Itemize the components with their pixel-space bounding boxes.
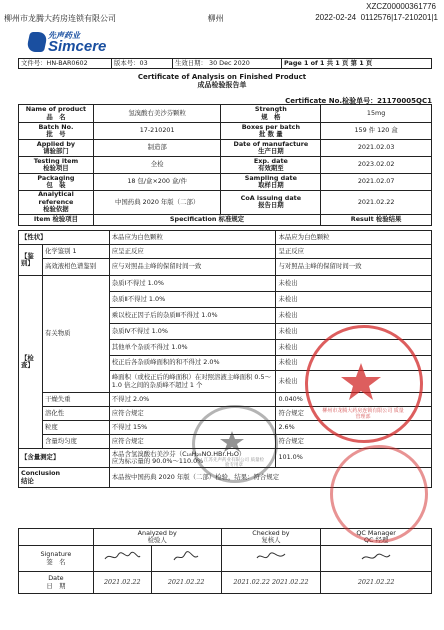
analyzed-en: Analyzed by [137,528,177,537]
product-label-en: Name of product [25,105,87,113]
effective-label: 生效日期： [175,58,207,67]
conclusion-value: 本品按中国药典 2020 年版（二部）检验，结果：符合规定 [109,468,431,488]
testing-label [19,157,94,174]
qc-en: QC Manager [356,528,396,537]
sol-spec: 应符合规定 [109,407,276,421]
reference-label-en: Analytical reference [38,190,74,206]
coa-date-value: 2021.02.22 [321,191,432,215]
mfg-value: 2021.02.03 [321,140,432,157]
analyzed-cn: 检验人 [147,536,167,544]
manufacturer-seal-text: 江苏先声药业有限公司 质量检验专用章 [204,458,264,468]
manufacturer-seal [192,405,278,483]
checked-en: Checked by [252,528,290,537]
coa-date-label [221,191,321,215]
uni-spec: 应符合规定 [109,435,276,449]
rel3-result: 未检出 [276,308,432,324]
conclusion-label-cn: 结论 [21,476,34,485]
rel3-spec: 乘以校正因子后的杂质Ⅲ不得过 1.0% [109,308,276,324]
checker-date-a: 2021.02.22 [233,577,270,586]
checked-cn: 复核人 [261,536,281,544]
coa-date-label-en: CoA issuing date [240,193,302,202]
strength-label-cn: 规 格 [261,112,281,121]
batch-label-en: Batch No. [38,122,74,131]
related-substances-label: 有关物质 [42,276,109,393]
applied-label-cn: 请验部门 [43,147,69,155]
assay-spec-line1: 本品含氢溴酸右美沙芬（C₁₈H₂₅NO.HBr.H₂O） [111,449,246,458]
page-info: Page 1 of 1 共 1 页 第 1 页 [282,59,432,69]
testing-value: 全检 [93,157,221,174]
qc-signature [321,546,432,572]
boxes-label [221,123,321,140]
analyst-date-2: 2021.02.22 [151,572,221,594]
testing-label-en: Testing item [33,156,79,165]
assay-label: 【含量测定】 [19,449,110,468]
logo-mark-icon [26,32,48,52]
boxes-value: 159 件 120 盒 [321,123,432,140]
sampling-label-en: Sampling date [244,173,297,182]
ident2-result: 与对照品主峰的保留时间一致 [276,259,432,276]
batch-label-cn: 批 号 [46,130,66,138]
signature-scribble-2 [171,550,201,564]
company-logo [18,30,128,58]
header-ref: 0112576|17-210201|1 [360,13,438,22]
reference-value: 中国药典 2020 年版（二部） [93,191,221,215]
size-result: 2.6% [276,421,432,435]
reference-label [19,191,94,215]
rel1-result: 未检出 [276,276,432,292]
char-spec: 本品应为白色颗粒 [109,231,276,245]
logo-en: Simcere [48,38,107,55]
packaging-value: 18 包/盒×200 盒/件 [93,174,221,191]
sampling-label-cn: 取样日期 [258,181,284,189]
boxes-label-cn: 批 数 量 [259,130,283,138]
sol-result: 符合规定 [276,407,432,421]
rel4-spec: 杂质Ⅳ不得过 1.0% [109,324,276,340]
reference-label-cn: 检验依据 [43,205,69,213]
product-label [19,105,94,123]
rel4-result: 未检出 [276,324,432,340]
signature-scribble-4 [359,550,393,564]
packaging-label-en: Packaging [37,173,75,182]
assay-spec-line2: 应为标示量的 90.0%～110.0% [111,457,204,465]
batch-label [19,123,94,140]
dry-label: 干燥失重 [42,393,109,407]
sig-corner [19,529,94,546]
seal-star-icon [305,325,417,437]
strength-value: 15mg [321,105,432,123]
distributor-header [4,13,438,24]
dry-spec: 不得过 2.0% [109,393,276,407]
coa-date-label-cn: 报告日期 [258,201,284,210]
strength-label-en: Strength [254,105,287,113]
item-header: Item 检验项目 [19,214,94,225]
strength-label [221,105,321,123]
ident2-spec: 应与对照品主峰的保留时间一致 [109,259,276,276]
certificate-no: Certificate No.检验单号：21170005QC1 [285,97,432,105]
mfg-label [221,140,321,157]
assay-result: 101.0% [276,449,432,468]
size-spec: 不得过 15% [109,421,276,435]
signature-label-en: Signature [40,550,72,558]
testing-label-cn: 检验项目 [43,164,69,172]
header-date: 2022-02-24 [315,13,357,22]
analyst-signature-2 [151,546,221,572]
coa-table [18,104,432,226]
checked-by-header [221,529,321,546]
char-result: 本品应为白色颗粒 [276,231,432,245]
file-info-bar [18,58,432,69]
spec-header: Specification 标准规定 [93,214,320,225]
analyst-date-1: 2021.02.22 [93,572,151,594]
version: 版本号：03 [112,59,173,69]
date-label-cn: 日 期 [46,581,66,590]
sampling-value: 2021.02.07 [321,174,432,191]
analyst-signature-1 [93,546,151,572]
logo-cn: 先声药业 [48,31,80,40]
result-header: Result 检验结果 [321,214,432,225]
rel5-result: 未检出 [276,340,432,356]
rel7-spec: 峰面积（或校正后的峰面积）在对照溶液主峰面积 0.5～1.0 倍之间的杂质峰不超过 1 个 [109,371,276,393]
sol-label: 溶化性 [42,407,109,421]
exp-label-en: Exp. date [253,156,288,165]
uni-label: 含量均匀度 [42,435,109,449]
conclusion-label [19,468,110,488]
signature-label-cn: 签 名 [46,557,66,566]
exp-label [221,157,321,174]
exp-value: 2023.02.02 [321,157,432,174]
rel7-result: 未检出 [276,371,432,393]
distributor-seal [305,325,423,443]
effective-value: 30 Dec 2020 [209,58,250,67]
company-name: 柳州市龙腾大药房连锁有限公司 [4,14,116,23]
rel6-spec: 校正后各杂质峰面积的和不得过 2.0% [109,356,276,371]
signature-label [19,546,94,572]
qc-cn: QC 经理 [364,536,389,544]
ident1-result: 呈正反应 [276,245,432,259]
rel2-result: 未检出 [276,292,432,308]
applied-label-en: Applied by [36,139,76,148]
ident2-label: 高效液相色谱鉴别 [42,259,109,276]
mfg-label-cn: 生产日期 [258,147,284,155]
distributor-seal-lower [330,445,428,543]
ident-label: 【鉴别】 [19,245,43,276]
boxes-label-en: Boxes per batch [241,122,300,131]
distributor-seal-text: 柳州市龙腾大药房连锁有限公司 质量管理部 [322,408,404,420]
rel2-spec: 杂质Ⅱ不得过 1.0% [109,292,276,308]
title-block [0,73,444,89]
date-label [19,572,94,594]
exp-label-cn: 有效期至 [258,164,284,172]
document-code: XZCZ00000361776 [366,2,436,11]
size-label: 粒度 [42,421,109,435]
batch-value: 17-210201 [93,123,221,140]
applied-label [19,140,94,157]
header-date-ref [315,13,438,24]
mfg-label-en: Date of manufacture [233,139,309,148]
applied-value: 制造部 [93,140,221,157]
uni-result: 符合规定 [276,435,432,449]
title-en: Certificate of Analysis on Finished Product [137,73,307,81]
rel1-spec: 杂质Ⅰ不得过 1.0% [109,276,276,292]
date-label-en: Date [48,574,64,582]
qc-date: 2021.02.22 [321,572,432,594]
checker-date [221,572,321,594]
packaging-label [19,174,94,191]
packaging-label-cn: 包 装 [46,181,66,189]
char-label: 【性状】 [19,231,110,245]
conclusion-label-en: Conclusion [21,469,61,477]
checker-signature [221,546,321,572]
title-cn: 成品检验报告单 [197,81,247,89]
check-label: 【检查】 [19,276,43,449]
city: 柳州 [207,14,224,23]
signature-scribble-1 [102,550,142,564]
analyzed-by-header [93,529,221,546]
sampling-label [221,174,321,191]
file-no: 文件号：HN-BAR0602 [19,59,112,69]
rel6-result: 未检出 [276,356,432,371]
checker-date-b: 2021.02.22 [271,577,309,586]
rel5-spec: 其他单个杂质不得过 1.0% [109,340,276,356]
product-value: 氢溴酸右美沙芬颗粒 [93,105,221,123]
signature-scribble-3 [254,550,288,564]
ident1-spec: 应呈正反应 [109,245,276,259]
ident1-label: 化学鉴别 1 [42,245,109,259]
effective-date [173,59,282,69]
product-label-cn: 品 名 [46,112,66,121]
dry-result: 0.040% [276,393,432,407]
